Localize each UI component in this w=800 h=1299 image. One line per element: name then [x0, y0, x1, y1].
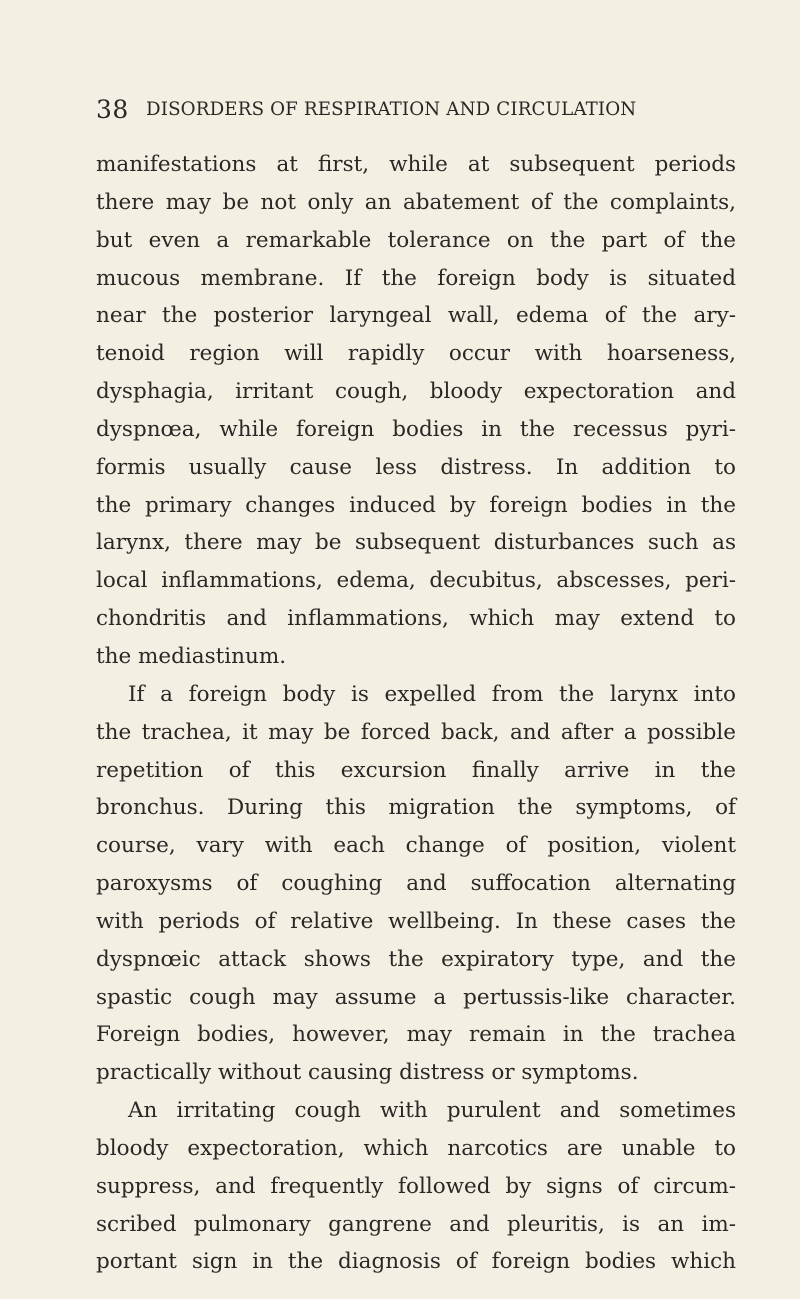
- text-line: there may be not only an abatement of the complaints,: [96, 189, 736, 215]
- text-line: An irritating cough with purulent and sometimes: [128, 1098, 736, 1124]
- running-title: DISORDERS OF RESPIRATION AND CIRCULATION: [146, 99, 637, 120]
- text-line: repetition of this excursion finally arrive in the: [96, 757, 736, 783]
- text-line: portant sign in the diagnosis of foreign bodies which: [96, 1249, 736, 1275]
- text-line: mucous membrane. If the foreign body is situated: [96, 265, 736, 291]
- running-head: [96, 93, 746, 133]
- body-text: [96, 146, 736, 1281]
- text-line: the trachea, it may be forced back, and after a possible: [96, 719, 736, 745]
- page-number: 38: [96, 95, 129, 124]
- text-line: Foreign bodies, however, may remain in the trachea: [96, 1022, 736, 1048]
- text-line: near the posterior laryngeal wall, edema of the ary-: [96, 303, 736, 329]
- text-line: bronchus. During this migration the symptoms, of: [96, 795, 736, 821]
- text-line: larynx, there may be subsequent disturbances such as: [96, 530, 736, 556]
- text-line: spastic cough may assume a pertussis-like character.: [96, 984, 736, 1010]
- text-line: the primary changes induced by foreign bodies in the: [96, 492, 736, 518]
- text-line: bloody expectoration, which narcotics are unable to: [96, 1135, 736, 1161]
- text-line: course, vary with each change of position, violent: [96, 833, 736, 859]
- text-line: dyspnœa, while foreign bodies in the recessus pyri-: [96, 416, 736, 442]
- text-line: suppress, and frequently followed by signs of circum-: [96, 1173, 736, 1199]
- text-line: the mediastinum.: [96, 643, 287, 669]
- text-line: paroxysms of coughing and suffocation alternating: [96, 871, 736, 897]
- text-line: dyspnœic attack shows the expiratory type, and the: [96, 946, 736, 972]
- text-line: manifestations at first, while at subsequent periods: [96, 152, 736, 177]
- text-line: with periods of relative wellbeing. In these cases the: [96, 908, 736, 934]
- text-line: but even a remarkable tolerance on the part of the: [96, 227, 736, 253]
- text-line: practically without causing distress or symptoms.: [96, 1060, 639, 1086]
- text-line: local inflammations, edema, decubitus, abscesses, peri-: [96, 568, 736, 594]
- text-line: scribed pulmonary gangrene and pleuritis, is an im-: [96, 1211, 736, 1237]
- text-line: dysphagia, irritant cough, bloody expectoration and: [96, 379, 736, 405]
- text-line: If a foreign body is expelled from the larynx into: [128, 681, 736, 707]
- text-line: tenoid region will rapidly occur with hoarseness,: [96, 341, 736, 367]
- text-line: chondritis and inflammations, which may extend to: [96, 606, 736, 632]
- text-line: formis usually cause less distress. In addition to: [96, 454, 736, 480]
